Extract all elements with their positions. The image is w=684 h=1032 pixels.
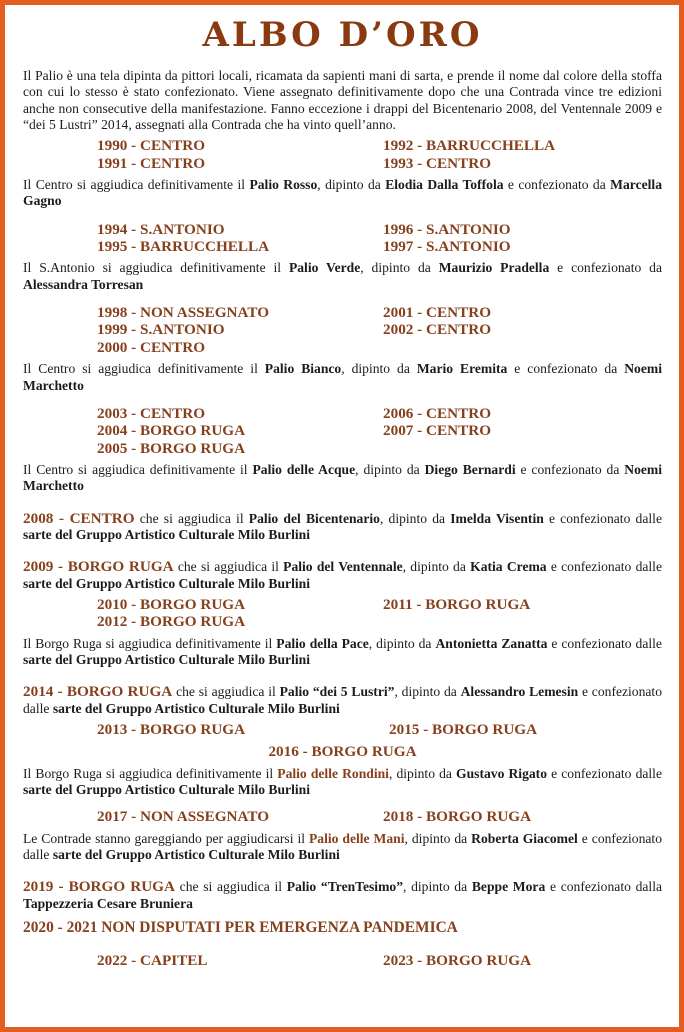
palio-bianco-paragraph: Il Centro si aggiudica definitivamente il Palio Bianco, dipinto da Mario Eremita e confezionato da Noemi Marchetto xyxy=(23,361,662,393)
result-item: 1998 - NON ASSEGNATO xyxy=(97,304,270,321)
result-item: 2005 - BORGO RUGA xyxy=(97,439,246,457)
painter-name: Antonietta Zanatta xyxy=(435,635,548,651)
result-item: 2003 - CENTRO xyxy=(97,404,206,422)
painter-name: Roberta Giacomel xyxy=(471,830,578,846)
maker-name: sarte del Gruppo Artistico Culturale Milo Burlini xyxy=(52,700,340,716)
painter-name: Imelda Visentin xyxy=(450,510,544,526)
palio-name: Palio del Ventennale xyxy=(283,559,403,575)
year-result: 2009 - BORGO RUGA xyxy=(23,558,174,576)
palio-mani-paragraph: Le Contrade stanno gareggiando per aggiudicarsi il Palio delle Mani, dipinto da Roberta Giacomel e confezionato dalle sarte del Gruppo Artistico Culturale Milo Burlini xyxy=(23,830,662,862)
maker-name: sarte del Gruppo Artistico Culturale Milo Burlini xyxy=(23,651,310,667)
results-grid-2022-2023 xyxy=(97,952,662,969)
result-item: 1995 - BARRUCCHELLA xyxy=(97,238,270,255)
result-item: 2017 - NON ASSEGNATO xyxy=(97,808,270,826)
maker-name: Noemi Marchetto xyxy=(23,462,662,494)
maker-name: Tappezzeria Cesare Bruniera xyxy=(23,895,193,911)
palio-2008-paragraph: 2008 - CENTRO che si aggiudica il Palio del Bicentenario, dipinto da Imelda Visentin e confezionato dalle sarte del Gruppo Artistico Culturale Milo Burlini xyxy=(23,509,662,542)
albo-doro-page xyxy=(5,5,679,1027)
year-result: 2019 - BORGO RUGA xyxy=(23,878,175,896)
page-title: ALBO D’ORO xyxy=(202,15,483,55)
result-item: 2013 - BORGO RUGA xyxy=(97,720,246,738)
result-item: 1994 - S.ANTONIO xyxy=(97,220,225,238)
painter-name: Beppe Mora xyxy=(471,879,546,895)
palio-rondini-paragraph: Il Borgo Ruga si aggiudica definitivamente il Palio delle Rondini, dipinto da Gustavo Rigato e confezionato dalle sarte del Gruppo Artistico Culturale Milo Burlini xyxy=(23,765,662,797)
results-grid-1998-2002 xyxy=(97,304,662,356)
result-item: 1997 - S.ANTONIO xyxy=(383,238,511,255)
palio-name: Palio della Pace xyxy=(276,635,369,651)
palio-name: Palio delle Rondini xyxy=(277,765,389,781)
painter-name: Alessandro Lemesin xyxy=(460,684,579,700)
maker-name: Alessandra Torresan xyxy=(23,276,144,292)
painter-name: Katia Crema xyxy=(470,559,547,575)
maker-name: sarte del Gruppo Artistico Culturale Milo Burlini xyxy=(52,846,340,862)
pandemic-notice: 2020 - 2021 NON DISPUTATI PER EMERGENZA PANDEMICA xyxy=(23,918,458,936)
result-item: 2007 - CENTRO xyxy=(383,422,492,440)
palio-verde-paragraph: Il S.Antonio si aggiudica definitivamente il Palio Verde, dipinto da Maurizio Pradella e confezionato da Alessandra Torresan xyxy=(23,260,662,292)
result-item: 2010 - BORGO RUGA xyxy=(97,595,246,613)
palio-2019-paragraph: 2019 - BORGO RUGA che si aggiudica il Palio “TrenTesimo”, dipinto da Beppe Mora e confezionato dalla Tappezzeria Cesare Bruniera xyxy=(23,878,662,911)
painter-name: Diego Bernardi xyxy=(424,462,516,478)
result-item: 2000 - CENTRO xyxy=(97,338,206,356)
palio-name: Palio Verde xyxy=(288,260,361,276)
palio-rosso-paragraph: Il Centro si aggiudica definitivamente il Palio Rosso, dipinto da Elodia Dalla Toffola e confezionato da Marcella Gagno xyxy=(23,177,663,209)
result-item: 2011 - BORGO RUGA xyxy=(383,595,531,613)
result-item: 1996 - S.ANTONIO xyxy=(383,220,511,238)
maker-name: Marcella Gagno xyxy=(23,177,663,209)
result-item: 2012 - BORGO RUGA xyxy=(97,613,246,631)
results-grid-2017-2018 xyxy=(97,808,662,825)
intro-paragraph: Il Palio è una tela dipinta da pittori locali, ricamata da sapienti mani di sarta, e prende il nome dal colore della stoffa con cui lo stesso è stato confezionato. Viene assegnato definitivamente dopo che una Contrada vince tre edizioni anche non consecutive della manifestazione. Fanno eccezione i drappi del Bicentenario 2008, del Ventennale 2009 e “dei 5 Lustri” 2014, assegnati alla Contrada che ha vinto quell’anno. xyxy=(23,68,662,132)
painter-name: Maurizio Pradella xyxy=(438,260,550,276)
results-grid-1994-1997 xyxy=(97,221,662,256)
results-grid-2013-2015 xyxy=(97,721,662,738)
palio-name: Palio delle Acque xyxy=(252,462,356,478)
results-grid-2010-2012 xyxy=(97,596,662,631)
palio-name: Palio Rosso xyxy=(249,177,318,192)
result-item: 2015 - BORGO RUGA xyxy=(389,720,538,738)
palio-name: Palio “TrenTesimo” xyxy=(286,879,403,895)
result-item: 2004 - BORGO RUGA xyxy=(97,422,246,440)
palio-2009-paragraph: 2009 - BORGO RUGA che si aggiudica il Palio del Ventennale, dipinto da Katia Crema e confezionato dalle sarte del Gruppo Artistico Culturale Milo Burlini xyxy=(23,558,662,591)
result-item: 2022 - CAPITEL xyxy=(97,952,208,970)
painter-name: Gustavo Rigato xyxy=(456,765,548,781)
palio-name: Palio Bianco xyxy=(264,361,342,377)
results-grid-1990-1993 xyxy=(97,137,662,172)
palio-name: Palio delle Mani xyxy=(308,830,405,846)
result-item: 2018 - BORGO RUGA xyxy=(383,808,532,826)
painter-name: Mario Eremita xyxy=(416,361,508,377)
maker-name: sarte del Gruppo Artistico Culturale Milo Burlini xyxy=(23,781,310,797)
result-item-2016: 2016 - BORGO RUGA xyxy=(268,743,417,761)
maker-name: sarte del Gruppo Artistico Culturale Milo Burlini xyxy=(23,575,310,591)
result-item: 1990 - CENTRO xyxy=(97,137,206,155)
result-item: 1993 - CENTRO xyxy=(383,154,492,172)
year-result: 2014 - BORGO RUGA xyxy=(23,683,173,701)
palio-2014-paragraph: 2014 - BORGO RUGA che si aggiudica il Palio “dei 5 Lustri”, dipinto da Alessandro Lemesin e confezionato dalle sarte del Gruppo Artistico Culturale Milo Burlini xyxy=(23,683,663,716)
result-item: 2006 - CENTRO xyxy=(383,404,492,422)
result-item: 2023 - BORGO RUGA xyxy=(383,952,532,970)
results-grid-2003-2007 xyxy=(97,405,662,457)
painter-name: Elodia Dalla Toffola xyxy=(385,177,504,192)
result-item: 1991 - CENTRO xyxy=(97,154,206,172)
year-result: 2008 - CENTRO xyxy=(23,509,135,527)
result-item: 2002 - CENTRO xyxy=(383,321,492,339)
maker-name: sarte del Gruppo Artistico Culturale Milo Burlini xyxy=(23,526,310,542)
palio-acque-paragraph: Il Centro si aggiudica definitivamente il Palio delle Acque, dipinto da Diego Bernardi e confezionato da Noemi Marchetto xyxy=(23,462,662,494)
maker-name: Noemi Marchetto xyxy=(23,361,662,393)
palio-pace-paragraph: Il Borgo Ruga si aggiudica definitivamente il Palio della Pace, dipinto da Antonietta Zanatta e confezionato dalle sarte del Gruppo Artistico Culturale Milo Burlini xyxy=(23,635,662,667)
palio-name: Palio “dei 5 Lustri” xyxy=(279,684,395,700)
palio-name: Palio del Bicentenario xyxy=(248,510,380,526)
result-item: 1999 - S.ANTONIO xyxy=(97,321,225,339)
result-item: 1992 - BARRUCCHELLA xyxy=(383,137,556,155)
result-item: 2001 - CENTRO xyxy=(383,304,492,321)
